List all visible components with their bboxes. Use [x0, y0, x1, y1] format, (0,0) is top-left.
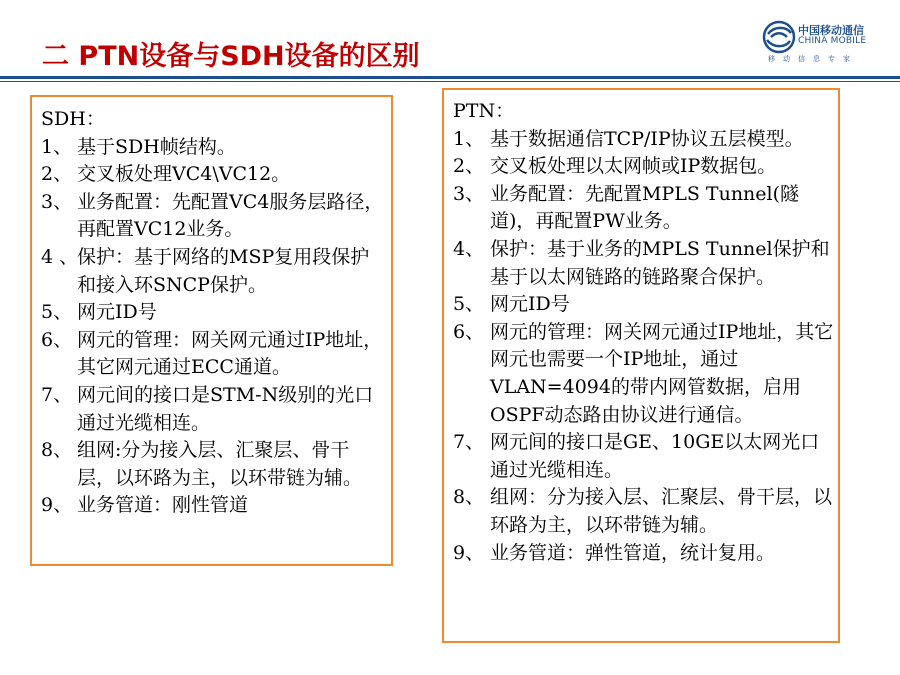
sdh-item	[41, 437, 385, 492]
ptn-item-number: 6、	[453, 320, 485, 343]
slide-title: 二 PTN设备与SDH设备的区别	[42, 41, 420, 72]
sdh-item-text: 网元的管理：网关网元通过IP地址，其它网元通过ECC通道。	[77, 328, 383, 379]
ptn-item	[453, 126, 834, 154]
ptn-item	[453, 319, 834, 429]
ptn-item-number: 7、	[453, 431, 485, 454]
logo-chinese-name: 中国移动通信	[798, 24, 864, 37]
ptn-panel	[442, 88, 840, 643]
ptn-item	[453, 540, 834, 568]
china-mobile-logo	[760, 20, 880, 68]
sdh-item-text: 业务配置：先配置VC4服务层路径，再配置VC12业务。	[77, 190, 384, 241]
ptn-item-number: 4、	[453, 237, 485, 260]
ptn-item	[453, 291, 834, 319]
ptn-item	[453, 484, 834, 539]
sdh-item	[41, 492, 385, 520]
ptn-heading: PTN：	[453, 100, 515, 122]
ptn-item-text: 基于数据通信TCP/IP协议五层模型。	[490, 127, 804, 150]
sdh-item-number: 9、	[41, 494, 73, 517]
sdh-item-number: 6、	[41, 328, 73, 351]
sdh-item-number: 7、	[41, 383, 73, 406]
sdh-item	[41, 299, 385, 327]
title-underline-thin	[0, 81, 900, 82]
ptn-item	[453, 236, 834, 291]
ptn-item-text: 业务配置：先配置MPLS Tunnel(隧道)，再配置PW业务。	[490, 182, 800, 233]
sdh-item	[41, 327, 385, 382]
sdh-item	[41, 382, 385, 437]
china-mobile-logo-icon	[762, 20, 796, 54]
ptn-item-text: 业务管道：弹性管道，统计复用。	[490, 541, 776, 564]
sdh-item	[41, 161, 385, 189]
sdh-panel	[30, 95, 393, 566]
ptn-item-text: 网元ID号	[490, 293, 570, 316]
ptn-item-text: 网元间的接口是GE、10GE以太网光口通过光缆相连。	[490, 431, 820, 481]
sdh-item-text: 基于SDH帧结构。	[77, 135, 236, 158]
sdh-item-number: 5、	[41, 301, 73, 324]
sdh-item-number: 2、	[41, 163, 73, 186]
sdh-item-text: 网元ID号	[77, 301, 157, 324]
ptn-item-text: 保护：基于业务的MPLS Tunnel保护和基于以太网链路的链路聚合保护。	[490, 237, 830, 288]
sdh-item-number: 4 、	[41, 245, 79, 268]
ptn-item-text: 网元的管理：网关网元通过IP地址，其它网元也需要一个IP地址，通过VLAN=4094的带内网管数据，启用OSPF动态路由协议进行通信。	[490, 320, 834, 426]
ptn-item	[453, 429, 834, 484]
sdh-heading: SDH：	[41, 108, 105, 130]
ptn-item-text: 交叉板处理以太网帧或IP数据包。	[490, 155, 777, 178]
ptn-item-text: 组网：分为接入层、汇聚层、骨干层，以环路为主，以环带链为辅。	[490, 486, 833, 536]
sdh-item-number: 8、	[41, 439, 73, 462]
ptn-item-number: 9、	[453, 541, 485, 564]
title-underline	[0, 76, 900, 79]
ptn-item-number: 3、	[453, 182, 485, 205]
sdh-item	[41, 189, 385, 244]
ptn-item-number: 5、	[453, 293, 485, 316]
ptn-item	[453, 153, 834, 181]
ptn-item-number: 1、	[453, 127, 485, 150]
sdh-item-number: 3、	[41, 190, 73, 213]
sdh-item-text: 交叉板处理VC4\VC12。	[77, 163, 291, 186]
sdh-item	[41, 134, 385, 162]
ptn-item-number: 8、	[453, 486, 485, 509]
ptn-item	[453, 181, 834, 236]
logo-english-name: CHINA MOBILE	[798, 36, 867, 46]
sdh-item-text: 网元间的接口是STM-N级别的光口通过光缆相连。	[77, 383, 374, 434]
sdh-item	[41, 244, 385, 299]
sdh-item-number: 1、	[41, 135, 73, 158]
sdh-item-text: 保护：基于网络的MSP复用段保护和接入环SNCP保护。	[77, 245, 370, 296]
sdh-item-text: 组网:分为接入层、汇聚层、骨干层，以环路为主，以环带链为辅。	[77, 439, 363, 489]
sdh-item-text: 业务管道：刚性管道	[77, 494, 249, 517]
logo-tagline: 移动信息专家	[768, 55, 858, 63]
ptn-item-number: 2、	[453, 155, 485, 178]
